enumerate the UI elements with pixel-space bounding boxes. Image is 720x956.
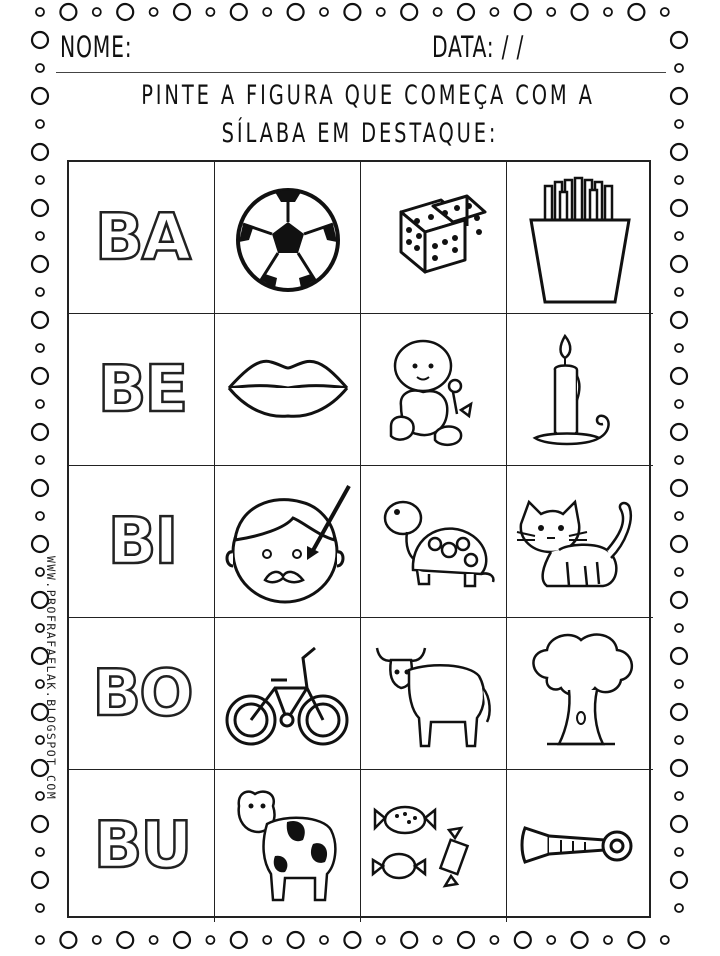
syllable-bu: BU bbox=[93, 809, 191, 883]
border-dot bbox=[547, 8, 555, 16]
border-dot bbox=[93, 8, 101, 16]
border-dot bbox=[675, 344, 683, 352]
turtle-icon bbox=[361, 466, 507, 618]
syllable-bi: BI bbox=[107, 505, 177, 579]
border-dot bbox=[628, 4, 644, 20]
border-dot bbox=[671, 200, 687, 216]
picture-cell[interactable] bbox=[215, 466, 361, 618]
border-dot bbox=[675, 792, 683, 800]
border-dot bbox=[434, 8, 442, 16]
picture-cell[interactable] bbox=[215, 314, 361, 466]
picture-cell[interactable] bbox=[361, 162, 507, 314]
border-dot bbox=[675, 680, 683, 688]
syllable-ba: BA bbox=[94, 201, 190, 275]
border-dot bbox=[320, 8, 328, 16]
picture-cell[interactable] bbox=[215, 770, 361, 922]
border-dot bbox=[434, 936, 442, 944]
border-dot bbox=[671, 88, 687, 104]
syllable-cell bbox=[69, 314, 215, 466]
border-dot bbox=[604, 8, 612, 16]
picture-cell[interactable] bbox=[215, 618, 361, 770]
border-dot bbox=[671, 144, 687, 160]
border-dot bbox=[661, 936, 669, 944]
border-dot bbox=[628, 932, 644, 948]
border-dot bbox=[36, 232, 44, 240]
border-dot bbox=[36, 848, 44, 856]
lips-icon bbox=[215, 314, 361, 466]
border-dot bbox=[671, 648, 687, 664]
border-dot bbox=[36, 176, 44, 184]
border-dot bbox=[401, 4, 417, 20]
border-dot bbox=[117, 932, 133, 948]
border-dot bbox=[675, 64, 683, 72]
border-dot bbox=[36, 936, 44, 944]
bicycle-icon bbox=[215, 618, 361, 770]
picture-cell[interactable] bbox=[507, 618, 653, 770]
syllable-cell bbox=[69, 162, 215, 314]
border-dot bbox=[32, 368, 48, 384]
border-dot bbox=[150, 8, 158, 16]
border-dot bbox=[32, 32, 48, 48]
border-dot bbox=[60, 932, 76, 948]
border-dot bbox=[675, 736, 683, 744]
picture-cell[interactable] bbox=[361, 770, 507, 922]
border-dot bbox=[671, 32, 687, 48]
cat-icon bbox=[507, 466, 653, 618]
border-dot bbox=[671, 704, 687, 720]
border-dot bbox=[675, 904, 683, 912]
border-dot bbox=[377, 936, 385, 944]
border-dot bbox=[671, 760, 687, 776]
border-dot bbox=[36, 8, 44, 16]
border-dot bbox=[344, 4, 360, 20]
border-dot bbox=[231, 932, 247, 948]
mustache-face-icon bbox=[215, 466, 361, 618]
instruction-line-1: PINTE A FIGURA QUE COMEÇA COM A bbox=[141, 80, 595, 111]
baby-icon bbox=[361, 314, 507, 466]
syllable-cell bbox=[69, 466, 215, 618]
candle-icon bbox=[507, 314, 653, 466]
border-dot bbox=[36, 400, 44, 408]
border-dot bbox=[458, 932, 474, 948]
border-dot bbox=[604, 936, 612, 944]
border-dot bbox=[150, 936, 158, 944]
border-dot bbox=[675, 176, 683, 184]
border-dot bbox=[671, 592, 687, 608]
border-dot bbox=[60, 4, 76, 20]
border-dot bbox=[344, 932, 360, 948]
picture-cell[interactable] bbox=[361, 314, 507, 466]
border-dot bbox=[490, 936, 498, 944]
picture-cell[interactable] bbox=[361, 466, 507, 618]
border-dot bbox=[32, 480, 48, 496]
border-dot bbox=[572, 932, 588, 948]
border-dot bbox=[206, 8, 214, 16]
border-dot bbox=[671, 368, 687, 384]
border-dot bbox=[93, 936, 101, 944]
border-dot bbox=[675, 232, 683, 240]
syllable-cell bbox=[69, 618, 215, 770]
border-dot bbox=[36, 64, 44, 72]
tree-icon bbox=[507, 618, 653, 770]
border-dot bbox=[675, 848, 683, 856]
border-dot bbox=[32, 424, 48, 440]
border-dot bbox=[36, 120, 44, 128]
border-dot bbox=[288, 932, 304, 948]
border-dot bbox=[263, 936, 271, 944]
website-credit: WWW.PROFRAFAELAK.BLOGSPOT.COM bbox=[44, 556, 58, 801]
border-dot bbox=[263, 8, 271, 16]
border-dot bbox=[671, 872, 687, 888]
border-dot bbox=[671, 480, 687, 496]
border-dot bbox=[675, 288, 683, 296]
horn-icon bbox=[507, 770, 653, 922]
border-dot bbox=[32, 144, 48, 160]
border-dot bbox=[36, 624, 44, 632]
border-dot bbox=[36, 288, 44, 296]
name-underline bbox=[56, 72, 666, 73]
border-dot bbox=[515, 4, 531, 20]
border-dot bbox=[32, 256, 48, 272]
picture-cell[interactable] bbox=[507, 466, 653, 618]
candies-icon bbox=[361, 770, 507, 922]
border-dot bbox=[36, 792, 44, 800]
border-dot bbox=[288, 4, 304, 20]
syllable-be: BE bbox=[97, 353, 187, 427]
border-dot bbox=[671, 816, 687, 832]
border-dot bbox=[671, 312, 687, 328]
border-dot bbox=[32, 88, 48, 104]
border-dot bbox=[32, 872, 48, 888]
border-dot bbox=[36, 736, 44, 744]
instruction-line-2: SÍLABA EM DESTAQUE: bbox=[221, 118, 499, 149]
picture-cell[interactable] bbox=[507, 162, 653, 314]
border-dot bbox=[675, 120, 683, 128]
cow-icon bbox=[215, 770, 361, 922]
border-dot bbox=[36, 512, 44, 520]
border-dot bbox=[320, 936, 328, 944]
syllable-cell bbox=[69, 770, 215, 922]
border-dot bbox=[36, 904, 44, 912]
border-dot bbox=[675, 456, 683, 464]
border-dot bbox=[515, 932, 531, 948]
border-dot bbox=[206, 936, 214, 944]
border-dot bbox=[36, 456, 44, 464]
border-dot bbox=[458, 4, 474, 20]
border-dot bbox=[401, 932, 417, 948]
border-dot bbox=[547, 936, 555, 944]
border-dot bbox=[671, 536, 687, 552]
border-dot bbox=[572, 4, 588, 20]
border-dot bbox=[36, 568, 44, 576]
border-dot bbox=[671, 424, 687, 440]
border-dot bbox=[675, 568, 683, 576]
activity-grid bbox=[67, 160, 651, 918]
syllable-bo: BO bbox=[92, 657, 192, 731]
picture-cell[interactable] bbox=[507, 770, 653, 922]
border-dot bbox=[36, 344, 44, 352]
border-dot bbox=[32, 200, 48, 216]
border-dot bbox=[671, 256, 687, 272]
border-dot bbox=[117, 4, 133, 20]
border-dot bbox=[490, 8, 498, 16]
date-label: DATA: / / bbox=[432, 30, 525, 64]
border-dot bbox=[377, 8, 385, 16]
name-label: NOME: bbox=[60, 30, 133, 64]
picture-cell[interactable] bbox=[507, 314, 653, 466]
ox-icon bbox=[361, 618, 507, 770]
picture-cell[interactable] bbox=[215, 162, 361, 314]
border-dot bbox=[174, 932, 190, 948]
french-fries-icon bbox=[507, 162, 653, 314]
border-dot bbox=[231, 4, 247, 20]
border-dot bbox=[174, 4, 190, 20]
border-dot bbox=[32, 312, 48, 328]
border-dot bbox=[36, 680, 44, 688]
border-dot bbox=[675, 400, 683, 408]
soccer-ball-icon bbox=[215, 162, 361, 314]
picture-cell[interactable] bbox=[361, 618, 507, 770]
border-dot bbox=[32, 536, 48, 552]
border-dot bbox=[675, 624, 683, 632]
border-dot bbox=[661, 8, 669, 16]
border-dot bbox=[32, 816, 48, 832]
border-dot bbox=[675, 512, 683, 520]
dice-icon bbox=[361, 162, 507, 314]
